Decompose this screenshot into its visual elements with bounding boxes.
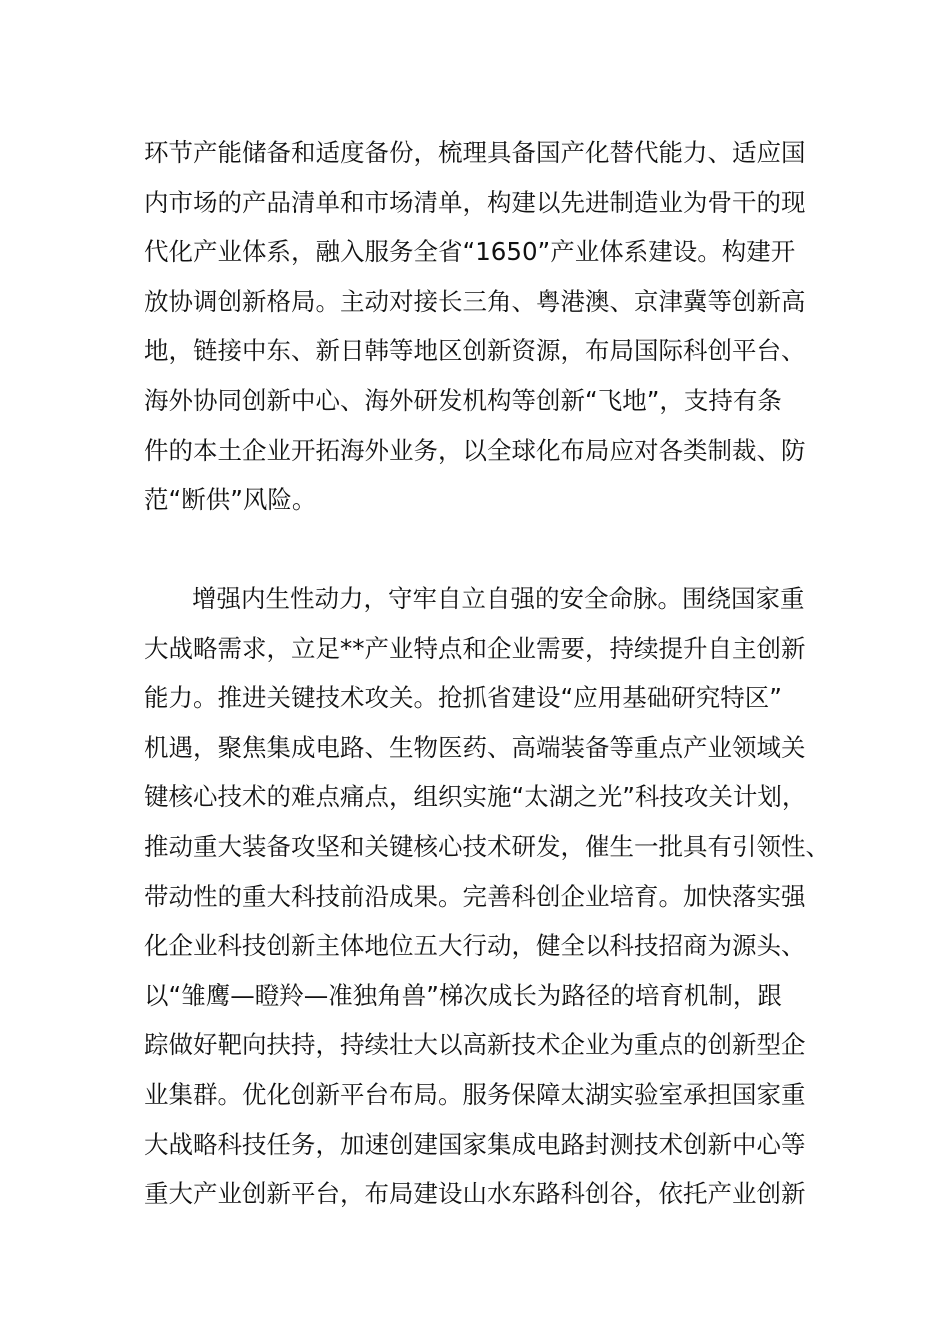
text-line: 代化产业体系，融入服务全省“1650”产业体系建设。构建开 <box>144 237 796 267</box>
text-line: 重大产业创新平台，布局建设山水东路科创谷，依托产业创新 <box>144 1179 806 1209</box>
text-line: 大战略需求，立足**产业特点和企业需要，持续提升自主创新 <box>144 633 806 663</box>
text-line: 放协调创新格局。主动对接长三角、粤港澳、京津冀等创新高 <box>144 286 806 316</box>
text-line: 件的本土企业开拓海外业务，以全球化布局应对各类制裁、防 <box>144 435 806 465</box>
text-line: 大战略科技任务，加速创建国家集成电路封测技术创新中心等 <box>144 1129 806 1159</box>
text-line: 海外协同创新中心、海外研发机构等创新“飞地”，支持有条 <box>144 385 782 415</box>
paragraph-innovation <box>144 574 830 1219</box>
paragraph-continuation <box>144 128 814 525</box>
text-line-first: 增强内生性动力，守牢自立自强的安全命脉。围绕国家重 <box>192 584 805 613</box>
text-line: 踪做好靶向扶持，持续壮大以高新技术企业为重点的创新型企 <box>144 1030 806 1060</box>
text-line: 环节产能储备和适度备份，梳理具备国产化替代能力、适应国 <box>144 138 806 167</box>
text-line: 内市场的产品清单和市场清单，构建以先进制造业为骨干的现 <box>144 187 806 217</box>
text-line: 范“断供”风险。 <box>144 485 317 515</box>
text-line: 机遇，聚焦集成电路、生物医药、高端装备等重点产业领域关 <box>144 732 806 762</box>
text-line: 键核心技术的难点痛点，组织实施“太湖之光”科技攻关计划， <box>144 782 807 812</box>
text-line: 地，链接中东、新日韩等地区创新资源，布局国际科创平台、 <box>144 336 806 366</box>
text-line: 带动性的重大科技前沿成果。完善科创企业培育。加快落实强 <box>144 881 806 911</box>
text-line: 推动重大装备攻坚和关键核心技术研发，催生一批具有引领性、 <box>144 831 830 861</box>
text-line: 能力。推进关键技术攻关。抢抓省建设“应用基础研究特区” <box>144 683 782 713</box>
text-line: 化企业科技创新主体地位五大行动，健全以科技招商为源头、 <box>144 931 806 961</box>
text-line: 业集群。优化创新平台布局。服务保障太湖实验室承担国家重 <box>144 1079 806 1109</box>
text-line: 以“雏鹰—瞪羚—准独角兽”梯次成长为路径的培育机制，跟 <box>144 980 782 1010</box>
